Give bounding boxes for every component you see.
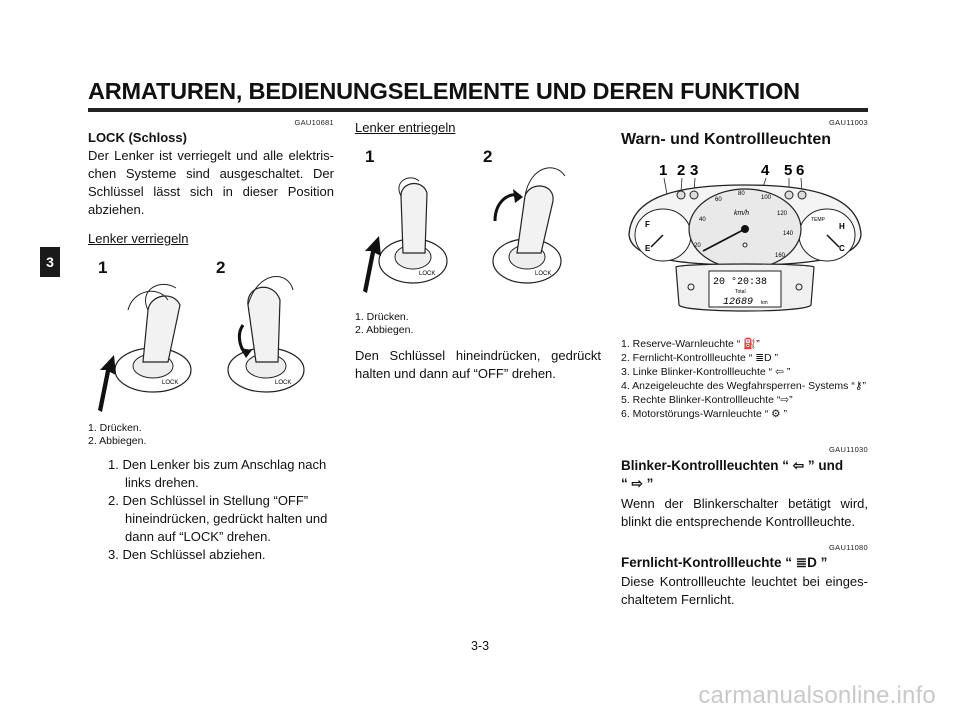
chapter-tab: 3: [40, 247, 60, 277]
fuel-pump-icon: ⛽: [740, 338, 757, 350]
left-arrow-icon: ⇦: [772, 366, 787, 378]
lock-paragraph: Der Lenker ist verriegelt und alle elektris- chen Systeme sind ausgeschaltet. Der Schlüssel lässt sich in dieser Position abziehen.: [88, 148, 334, 217]
list-item: 3. Linke Blinker-Kontrollleuchte “ ⇦ ”: [621, 366, 791, 378]
high-beam-heading: Fernlicht-Kontrollleuchte “ ≣D ”: [621, 555, 828, 570]
speed-tick: 20: [694, 243, 701, 249]
engine-icon: ⚙: [768, 408, 784, 420]
temp-cold-label: C: [839, 244, 845, 253]
section-code: GAU11003: [829, 118, 868, 127]
fuel-full-label: F: [645, 220, 650, 229]
turn-signal-heading: Blinker-Kontrollleuchten “ ⇦ ” und “ ⇨ ”: [621, 458, 844, 491]
list-item: 4. Anzeigeleuchte des Wegfahrsperren- Systems “⚷”: [621, 380, 867, 392]
callout-1: 1: [659, 162, 668, 179]
steps-list: [88, 456, 334, 564]
key-lock-text: LOCK: [419, 271, 436, 277]
caption-turn: 2. Abbiegen.: [355, 324, 414, 336]
speed-tick: 60: [715, 197, 722, 203]
section-heading: LOCK (Schloss): [88, 130, 187, 145]
right-arrow-icon: ⇨: [780, 394, 790, 406]
subheading-lock-steering: Lenker verriegeln: [88, 231, 189, 246]
page-header: [88, 78, 868, 112]
header-rule: [88, 108, 868, 112]
list-item: 1. Reserve-Warnleuchte “ ⛽”: [621, 338, 760, 350]
column-unlock: [355, 118, 601, 383]
key-figure-drawing: [88, 250, 334, 418]
callout-6: 6: [796, 162, 805, 179]
figure-label-1: 1: [98, 258, 108, 277]
key-lock-text: LOCK: [275, 380, 292, 386]
speed-tick: 80: [738, 191, 745, 197]
dashboard-drawing: [621, 155, 868, 331]
figure-label-2: 2: [216, 258, 226, 277]
speed-tick: 100: [761, 195, 772, 201]
section-code: GAU11080: [829, 543, 868, 552]
temp-label: TEMP: [811, 217, 825, 223]
speed-tick: 40: [699, 217, 706, 223]
figure-label-2: 2: [483, 147, 493, 166]
column-lock: [88, 118, 334, 564]
figure-label-1: 1: [365, 147, 375, 166]
speed-tick: 160: [775, 253, 786, 259]
high-beam-icon: ≣D: [752, 352, 775, 364]
speed-tick: 140: [783, 231, 794, 237]
key-icon: ⚷: [854, 380, 863, 392]
total-label: Total: [735, 289, 746, 295]
key-figure-drawing: [355, 141, 601, 309]
high-beam-paragraph: Diese Kontrollleuchte leuchtet bei einges- chaltetem Fernlicht.: [621, 574, 868, 607]
list-item: 2. Den Schlüssel in Stellung “OFF” hineindrücken, gedrückt halten und dann auf “LOCK” drehen.: [108, 493, 328, 544]
list-item: 6. Motorstörungs-Warnleuchte “ ⚙ ”: [621, 408, 788, 420]
column-indicators: [621, 118, 868, 609]
key-illustration-unlock: [355, 141, 601, 309]
indicator-legend: [621, 337, 868, 421]
speed-unit: km/h: [734, 210, 750, 217]
odometer-value: 12689: [723, 297, 754, 308]
list-item: 1. Den Lenker bis zum Anschlag nach links drehen.: [108, 457, 327, 490]
clock-display: 20 °20:38: [713, 277, 768, 288]
key-lock-text: LOCK: [162, 380, 179, 386]
section-code: GAU11030: [829, 445, 868, 454]
callout-4: 4: [761, 162, 770, 179]
callout-5: 5: [784, 162, 793, 179]
page-number: 3-3: [470, 639, 490, 653]
list-item: 3. Den Schlüssel abziehen.: [108, 547, 266, 562]
key-lock-text: LOCK: [535, 271, 552, 277]
caption-press: 1. Drücken.: [355, 311, 409, 323]
high-beam-icon: ≣D: [792, 555, 821, 570]
odometer-unit: km: [761, 300, 768, 306]
section-code: GAU10681: [294, 118, 334, 127]
list-item: 5. Rechte Blinker-Kontrollleuchte “⇨”: [621, 394, 793, 406]
left-arrow-icon: ⇦: [789, 458, 808, 473]
unlock-paragraph: Den Schlüssel hineindrücken, gedrückt halten und dann auf “OFF” drehen.: [355, 348, 601, 381]
caption-press: 1. Drücken.: [88, 422, 142, 434]
key-illustration-lock: [88, 250, 334, 418]
dashboard-illustration: [621, 155, 868, 331]
right-arrow-icon: ⇨: [627, 476, 647, 491]
watermark: carmanualsonline.info: [698, 682, 936, 709]
callout-2: 2: [677, 162, 686, 179]
list-item: 2. Fernlicht-Kontrollleuchte “ ≣D ”: [621, 352, 779, 364]
turn-signal-paragraph: Wenn der Blinkerschalter betätigt wird, blinkt die entsprechende Kontrollleuchte.: [621, 496, 868, 529]
caption-turn: 2. Abbiegen.: [88, 435, 147, 447]
temp-hot-label: H: [839, 222, 845, 231]
fuel-empty-label: E: [645, 244, 651, 253]
subheading-unlock-steering: Lenker entriegeln: [355, 120, 456, 135]
speed-tick: 120: [777, 211, 788, 217]
section-heading: Warn- und Kontrollleuchten: [621, 131, 832, 148]
page-title: ARMATUREN, BEDIENUNGSELEMENTE UND DEREN FUNKTION: [88, 78, 800, 104]
callout-3: 3: [690, 162, 699, 179]
